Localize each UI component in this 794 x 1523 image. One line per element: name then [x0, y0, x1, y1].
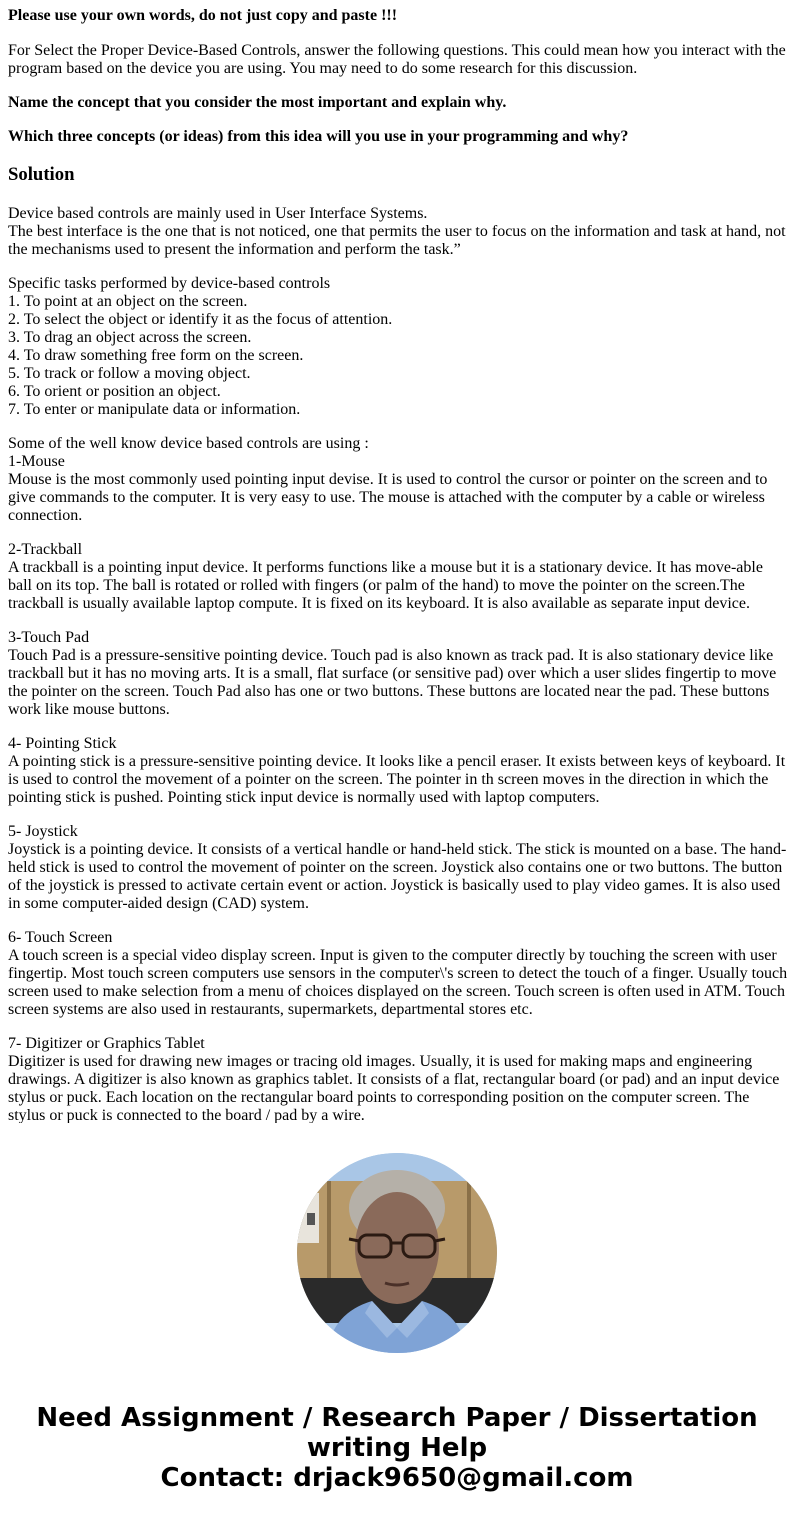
- prompt-intro: For Select the Proper Device-Based Controls, answer the following questions. This could mean how you interact with the program based on the device you are using. You may need to do some research for this discussion.: [8, 42, 786, 77]
- control-digitizer: [8, 1035, 788, 1123]
- control-title: 4- Pointing Stick: [8, 735, 117, 752]
- task-item: 2. To select the object or identify it as the focus of attention.: [8, 311, 393, 328]
- controls-heading: Some of the well know device based controls are using :: [8, 435, 369, 452]
- question-1: Name the concept that you consider the most important and explain why.: [8, 94, 507, 111]
- footer-line-2: writing Help: [306, 1433, 488, 1463]
- person-portrait-icon: [297, 1153, 497, 1353]
- control-pointing-stick: [8, 735, 788, 807]
- control-description: Joystick is a pointing device. It consists of a vertical handle or hand-held stick. The stick is mounted on a base. The hand-held stick is used to control the movement of pointer on the screen. Joystick also contains one or two buttons. The button of the joystick is pressed to activate certain event or action. Joystick is basically used to play video games. It is also used in some computer-aided design (CAD) system.: [8, 841, 787, 912]
- solution-intro: [8, 205, 788, 259]
- copy-warning: Please use your own words, do not just copy and paste !!!: [8, 7, 398, 24]
- footer-line-1: Need Assignment / Research Paper / Dissertation: [36, 1403, 758, 1433]
- tasks-list: [8, 275, 788, 419]
- control-description: Digitizer is used for drawing new images or tracing old images. Usually, it is used for making maps and engineering drawings. A digitizer is also known as graphics tablet. It consists of a flat, rectangular board (or pad) and an input device stylus or puck. Each location on the rectangular board points to corresponding position on the computer screen. The stylus or puck is connected to the board / pad by a wire.: [8, 1053, 780, 1123]
- question-2: Which three concepts (or ideas) from this idea will you use in your programming and why?: [8, 128, 629, 145]
- control-description: A trackball is a pointing input device. It performs functions like a mouse but it is a stationary device. It has move-able ball on its top. The ball is rotated or rolled with fingers (or palm of the hand) to move the pointer on the screen.The trackball is usually available laptop compute. It is fixed on its keyboard. It is also available as separate input device.: [8, 559, 763, 612]
- control-touch-screen: [8, 929, 788, 1019]
- solution-quote-line: The best interface is the one that is not noticed, one that permits the user to focus on the information and task at hand, not the mechanisms used to present the information and perform the task.”: [8, 223, 786, 258]
- control-description: Touch Pad is a pressure-sensitive pointing device. Touch pad is also known as track pad. It is also stationary device like trackball but it has no moving arts. It is a small, flat surface (or sensitive pad) over which a user slides fingertip to move the pointer on the screen. Touch Pad also has one or two buttons. These buttons are located near the pad. These buttons work like mouse buttons.: [8, 647, 777, 718]
- contact-footer: [0, 1403, 794, 1493]
- control-mouse: [8, 435, 788, 525]
- control-title: 3-Touch Pad: [8, 629, 90, 646]
- tasks-heading: Specific tasks performed by device-based controls: [8, 275, 331, 292]
- control-title: 6- Touch Screen: [8, 929, 113, 946]
- task-item: 4. To draw something free form on the screen.: [8, 347, 304, 364]
- solution-heading: Solution: [8, 164, 75, 185]
- author-avatar: [297, 1153, 497, 1353]
- control-trackball: [8, 541, 788, 613]
- footer-contact-email: Contact: drjack9650@gmail.com: [160, 1463, 634, 1493]
- task-item: 5. To track or follow a moving object.: [8, 365, 251, 382]
- control-touch-pad: [8, 629, 788, 719]
- control-joystick: [8, 823, 788, 913]
- control-description: A pointing stick is a pressure-sensitive pointing device. It looks like a pencil eraser. It exists between keys of keyboard. It is used to control the movement of a pointer on the screen. The pointer in th screen moves in the direction in which the pointing stick is pushed. Pointing stick input device is normally used with laptop computers.: [8, 753, 786, 806]
- control-description: Mouse is the most commonly used pointing input devise. It is used to control the cursor or pointer on the screen and to give commands to the computer. It is very easy to use. The mouse is attached with the computer by a cable or wireless connection.: [8, 471, 768, 524]
- control-title: 7- Digitizer or Graphics Tablet: [8, 1035, 205, 1052]
- solution-body: [8, 205, 788, 1123]
- control-title: 5- Joystick: [8, 823, 78, 840]
- task-item: 3. To drag an object across the screen.: [8, 329, 252, 346]
- solution-intro-line: Device based controls are mainly used in User Interface Systems.: [8, 205, 428, 222]
- task-item: 6. To orient or position an object.: [8, 383, 221, 400]
- control-title: 1-Mouse: [8, 453, 65, 470]
- control-description: A touch screen is a special video display screen. Input is given to the computer directly by touching the screen with user fingertip. Most touch screen computers use sensors in the computer\'s screen to detect the touch of a finger. Usually touch screen used to make selection from a menu of choices displayed on the screen. Touch screen is often used in ATM. Touch screen systems are also used in restaurants, supermarkets, departmental stores etc.: [8, 947, 788, 1018]
- task-item: 7. To enter or manipulate data or information.: [8, 401, 301, 418]
- control-title: 2-Trackball: [8, 541, 83, 558]
- task-item: 1. To point at an object on the screen.: [8, 293, 248, 310]
